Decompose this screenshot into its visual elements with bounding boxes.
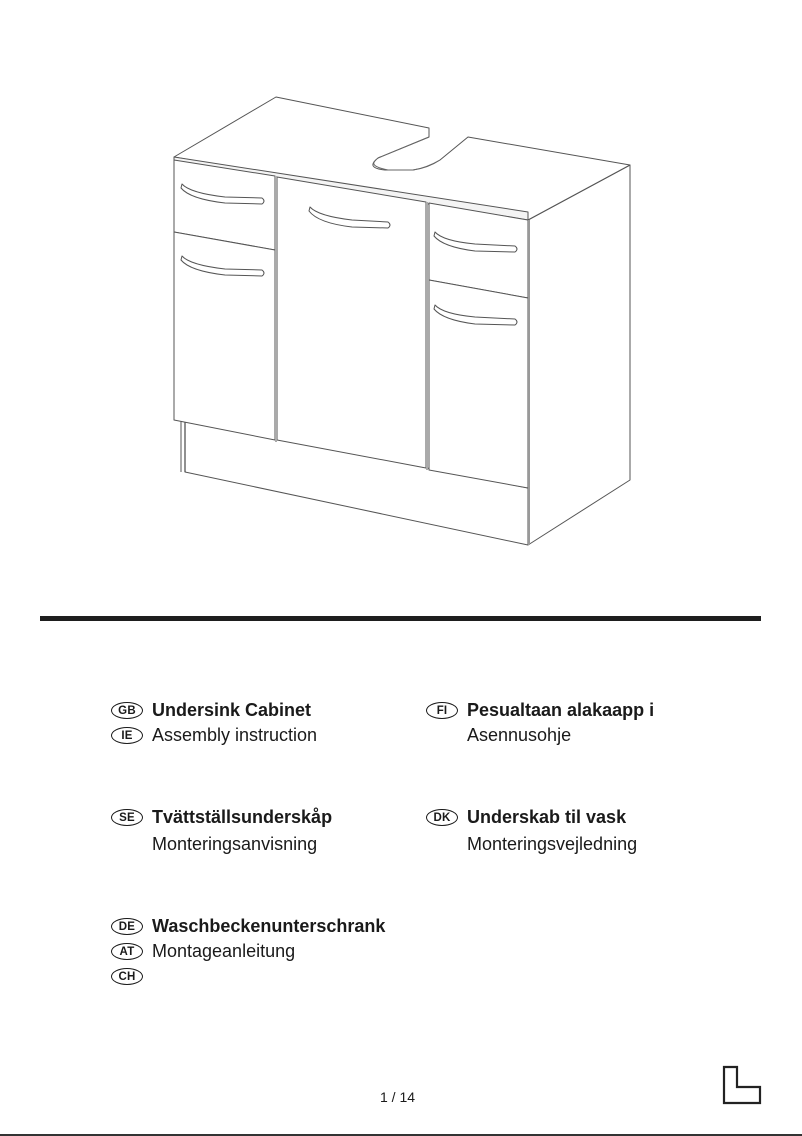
- entry-subtitle: Asennusohje: [467, 725, 572, 745]
- language-badge-se: SE: [111, 809, 143, 826]
- section-divider: [40, 616, 761, 621]
- language-entry-se: [111, 805, 332, 857]
- language-badge-dk: DK: [426, 809, 458, 826]
- entry-title: Underskab til vask: [467, 807, 627, 827]
- language-entry-gb: [111, 698, 317, 748]
- entry-subtitle: Monteringsanvisning: [152, 834, 318, 854]
- entry-title: Undersink Cabinet: [152, 700, 312, 720]
- entry-subtitle: Assembly instruction: [152, 725, 318, 745]
- language-entry-de: [111, 914, 385, 989]
- l-shape-logo-icon: [722, 1065, 762, 1105]
- entry-title: Tvättställsunderskåp: [152, 807, 333, 827]
- language-entry-dk: [426, 805, 637, 857]
- entry-title: Waschbeckenunterschrank: [152, 916, 386, 936]
- entry-title: Pesualtaan alakaapp i: [467, 700, 655, 720]
- language-badge-fi: FI: [426, 702, 458, 719]
- language-badge-ch: CH: [111, 968, 143, 985]
- language-entry-fi: [426, 698, 654, 748]
- language-badge-gb: GB: [111, 702, 143, 719]
- page-number: 1 / 14: [380, 1089, 416, 1105]
- entry-subtitle: Monteringsvejledning: [467, 834, 638, 854]
- language-badge-ie: IE: [111, 727, 143, 744]
- language-badge-de: DE: [111, 918, 143, 935]
- language-badge-at: AT: [111, 943, 143, 960]
- entry-subtitle: Montageanleitung: [152, 941, 296, 961]
